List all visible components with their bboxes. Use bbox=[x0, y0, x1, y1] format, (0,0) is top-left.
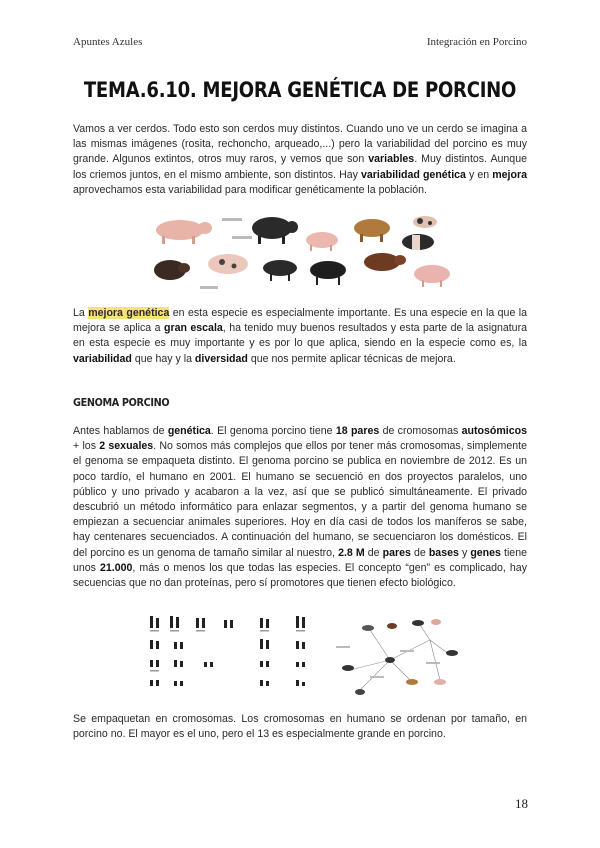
pig-black-belted bbox=[402, 234, 434, 250]
pig-black-spotted bbox=[413, 216, 437, 228]
pig-black-round bbox=[252, 217, 298, 244]
pig-brown-tan bbox=[354, 219, 390, 242]
karyotype-figure bbox=[148, 612, 324, 696]
genome-paragraph: Antes hablamos de genética. El genoma porcino tiene 18 pares de cromosomas autosómicos + los 2 sexuales. No somos más complejos que ellos por tener más cromosomas, simplemente el genoma se empaqueta distinto. El genoma porcino se publica en noviembre de 2012. Es un poco tardío, el humano en 2001. El humano se secuenció en dos proyectos paralelos, uno público y uno privado y acabaron a la vez, así que se publicó simultáneamente. El privado descubrió un método informático para enlazar segmentos, y a partir del genoma humano se empiezan a secuenciar animales superiores. Hoy en día casi de todos los maníferos se sabe, hay centenares secuenciados. A continuación del humano, se secuenciaron los domésticos. El del porcino es un genoma de tamaño similar al nuestro, 2.8 M de pares de bases y genes tiene unos 21.000, más o menos los que todas las especies. El concepto “gen” es complicado, hay secuencias que no dan proteínas, pero sí promotores que tienen efecto biológico. bbox=[73, 425, 527, 590]
intro-paragraph: Vamos a ver cerdos. Todo esto son cerdos muy distintos. Cuando uno ve un cerdo se imagina a las mismas imágenes (rosita, rechoncho, arqueado,...) pero la variabilidad del porcino es muy grande. Algunos extintos, otros muy raros, y vemos que son variables. Muy distintos. Aunque los criemos juntos, en el mismo ambiente, son distintos. Hay variabilidad genética y en mejora aprovechamos esta variabilidad para modificar genéticamente la población. bbox=[73, 123, 527, 196]
pig-breeds-figure bbox=[150, 212, 452, 292]
pig-pink-large bbox=[156, 220, 212, 244]
pig-pink-white bbox=[414, 265, 450, 287]
pig-wild-boar bbox=[154, 260, 190, 280]
chromosome-paragraph: Se empaquetan en cromosomas. Los cromosomas en humano se ordenan por tamaño, en porcino no. El mayor es el uno, pero el 13 es especialmente grande en porcino. bbox=[73, 713, 527, 741]
pig-spotted-pink bbox=[208, 254, 248, 274]
page-number: 18 bbox=[515, 796, 528, 811]
domestication-tree-figure bbox=[330, 610, 460, 700]
pig-pink-small bbox=[306, 232, 338, 251]
importance-paragraph: La mejora genética en esta especie es especialmente importante. Es una especie en la que la mejora se aplica a gran escala, ha tenido muy buenos resultados y esta parte de la asignatura en esta especie es muy importante y es por lo que aplica, siendo en la especie como es, la variabilidad que hay y la diversidad que nos permite aplicar técnicas de mejora. bbox=[73, 307, 527, 365]
section-heading-genoma: GENOMA PORCINO bbox=[73, 396, 170, 409]
pig-red-brown bbox=[364, 253, 406, 271]
pig-black-medium bbox=[263, 260, 297, 281]
pig-black-iberian bbox=[310, 261, 346, 285]
page-title: TEMA.6.10. MEJORA GENÉTICA DE PORCINO bbox=[83, 78, 517, 102]
running-header-right: Integración en Porcino bbox=[426, 36, 527, 48]
running-header-left: Apuntes Azules bbox=[73, 36, 143, 48]
